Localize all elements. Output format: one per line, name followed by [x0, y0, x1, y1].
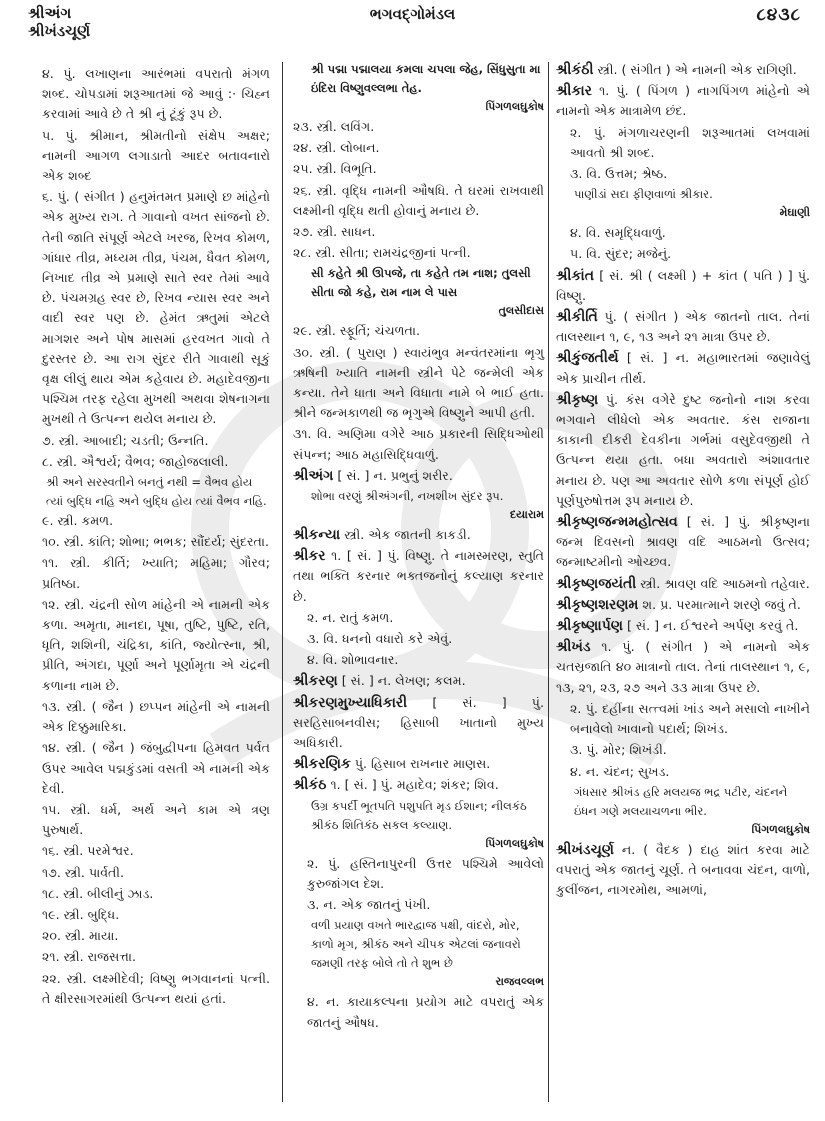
- headword: શ્રીઅંગ: [293, 467, 334, 484]
- definition: સ્ત્રી. ( સંગીત ) એ નામની એક રાગિણી.: [597, 62, 797, 77]
- headword: શ્રીકરણમુખ્યાધિકારી: [293, 694, 408, 711]
- headword: શ્રીકરણિક: [293, 756, 351, 773]
- quotation: શ્રી પદ્મા પદ્માલયા કમલા ચપલા જેહ, સિંધુસુતા મા ઇંદિરા વિષ્ણુવલ્લભા તેહ.: [311, 62, 541, 95]
- sense: ૭. સ્ત્રી. આબાદી; ચડતી; ઉન્નતિ.: [42, 432, 209, 448]
- sense: ૧૦. સ્ત્રી. કાંતિ; શોભા; ભભક; સૌંદર્ય; સુંદરતા.: [42, 534, 269, 550]
- sense: ૩. ન. એક જાતનું પંખી.: [307, 897, 431, 913]
- sense: ૪. વિ. શોભાવનાર.: [307, 652, 399, 668]
- book-title: ભગવદ્ગોમંડલ: [369, 5, 456, 23]
- sense: ૨૫. સ્ત્રી. વિભૂતિ.: [293, 161, 377, 177]
- sense: ૬. પું. ( સંગીત ) હનુમંતમત પ્રમાણે છ માંહેનો એક મુખ્ય રાગ. તે ગાવાનો વખત સાંજનો છે. તેની જાતિ સંપૂર્ણ એટલે ખરજ, રિખવ કોમળ, ગાંધાર તીવ્ર, મધ્યમ તીવ્ર, પંચમ, ધૈવત કોમળ, નિખાદ તીવ્ર એ પ્રમાણે સાતે સ્વર તેમાં આવે છે. પંચમગ્રહ સ્વર છે, રિખવ ન્યાસ સ્વર અને વાદી સ્વર પણ છે. હેમંત ઋતુમાં એટલે માગશર અને પોષ માસમાં હરવખત ગાવો તે દુરસ્તર છે. આ રાગ સુંદર રીતે ગાવાથી સૂકું વૃક્ષ લીલું થાય એમ કહેવાય છે. મહાદેવજીના પશ્ચિમ તરફ રહેલા મુખથી અથવા શેષનાગના મુખથી તે ઉત્પન્ન થયેલ મનાય છે.: [42, 189, 270, 427]
- sense: ૪. પું. લખાણના આરંભમાં વપરાતો મંગળ શબ્દ. ચોપડામાં શરૂઆતમાં જે આવું :· ચિહ્ન કરવામાં આવે છે તે શ્રી નું ટૂંકું રૂપ છે.: [42, 66, 270, 122]
- dictionary-entry: [556, 60, 810, 80]
- headword: શ્રીખંડચૂર્ણ: [556, 841, 615, 858]
- guide-word-first: શ્રીઅંગ: [28, 4, 72, 22]
- sense: ૨૭. સ્ત્રી. સાધન.: [293, 224, 376, 240]
- dictionary-entry: [293, 466, 544, 486]
- dictionary-entry: [556, 307, 810, 347]
- sense: ૩૦. સ્ત્રી. ( પુરાણ ) સ્વાયંભુવ મન્વંતરમાંના ભૃગુ ઋષિની ખ્યાતિ નામની સ્ત્રીને પેટે જન્મેલી એક કન્યા. તેને ધાતા અને વિધાતા નામે બે ભાઈ હતા. શ્રીને જન્મકાળથી જ ભૃગુએ વિષ્ણુને આપી હતી.: [293, 344, 544, 421]
- page-header: [0, 0, 825, 42]
- headword: શ્રીકૃષ્ણાર્પણ: [556, 618, 623, 635]
- definition: શ. પ્ર. પરમાત્માને શરણે જવું તે.: [642, 596, 801, 612]
- headword: શ્રીકૃષ્ણજન્મમહોત્સવ: [556, 514, 678, 531]
- quotation-source: મેઘાણી: [779, 206, 810, 220]
- sense: ૩. વિ. ધનનો વધારો કરે એવું.: [307, 631, 453, 647]
- dictionary-entry: [293, 693, 544, 754]
- dictionary-entry: [556, 81, 810, 121]
- sense: ૨. પું. દહીંના સત્ત્વમાં ખાંડ અને મસાલો નાખીને બનાવેલો ખાવાનો પદાર્થ; શિખંડ.: [570, 700, 810, 737]
- sense: ૧૬. સ્ત્રી. પરમેશ્વર.: [42, 843, 134, 859]
- dictionary-entry: [556, 266, 810, 306]
- sense: ૨૬. સ્ત્રી. વૃદ્ધિ નામની ઔષધિ. તે ઘરમાં રાખવાથી લક્ષ્મીની વૃદ્ધિ થતી હોવાનું મનાય છે.: [293, 182, 544, 218]
- quotation-source: પિંગળલઘુકોષ: [485, 836, 544, 850]
- quotation: વળી પ્રયાણ વખતે ભારદ્વાજ પક્ષી, વાંદરો, મોર, કાળો મૃગ, શ્રીકંઠ અને ચીપક એટલાં જનાવરો જમણી તરફ બોલે તો તે શુભ છે: [311, 918, 521, 971]
- sense: ૧૪. સ્ત્રી. ( જૈન ) જંબુદ્વીપના હિમવત પર્વત ઉપર આવેલ પદ્મકુંડમાં વસતી એ નામની એક દેવી.: [42, 740, 270, 796]
- definition: ૧. [ સં. ] પું. મહાદેવ; શંકર; શિવ.: [330, 777, 499, 793]
- sense: ૪. ન. ચંદન; સુખડ.: [570, 763, 670, 779]
- sense: ૨. પું. હસ્તિનાપુરની ઉત્તર પશ્ચિમે આવેલો કુરુજાંગલ દેશ.: [307, 855, 544, 891]
- quotation: શ્રી અને સરસ્વતીને બનતું નથી = વૈભવ હોય ત્યાં બુદ્ધિ નહિ અને બુદ્ધિ હોય ત્યાં વૈભવ નહિ.: [46, 475, 267, 509]
- sense: ૨૧. સ્ત્રી. રાજસત્તા.: [42, 949, 137, 965]
- headword: શ્રીકંઠી: [556, 62, 594, 78]
- sense: ૩. પું. મોર; શિખંડી.: [570, 742, 667, 758]
- definition: [ સં. ] પું. સરહિસાબનવીસ; હિસાબી ખાતાનો મુખ્ય અધિકારી.: [293, 694, 544, 751]
- sense: ૧૫. સ્ત્રી. ધર્મ, અર્થ અને કામ એ ત્રણ પુરુષાર્થ.: [42, 801, 270, 838]
- sense: ૨. પું. મંગળાચરણની શરૂઆતમાં લખવામાં આવતો શ્રી શબ્દ.: [570, 124, 810, 160]
- sense: ૪. ન. કાયાકલ્પના પ્રયોગ માટે વપરાતું એક જાતનું ઔષધ.: [307, 994, 544, 1030]
- sense: ૨. ન. રાતું કમળ.: [307, 609, 394, 625]
- sense: ૧૭. સ્ત્રી. પાર્વતી.: [42, 864, 125, 880]
- definition: સ્ત્રી. શ્રાવણ વદિ આઠમનો તહેવાર.: [640, 575, 810, 591]
- page-number: ૮૪૩૮: [756, 5, 801, 25]
- headword: શ્રીકંઠ: [293, 777, 327, 794]
- dictionary-entry: [293, 546, 544, 607]
- quotation-source: રાજવલ્લભ: [495, 975, 544, 989]
- right-column: [556, 60, 810, 901]
- sense: ૮. સ્ત્રી. ઐશ્વર્ય; વૈભવ; જાહોજલાલી.: [42, 453, 229, 469]
- headword: શ્રીકાંત: [556, 267, 595, 284]
- sense: ૫. વિ. સુંદર; મજેનું.: [570, 246, 672, 262]
- sense: ૯. સ્ત્રી. કમળ.: [42, 513, 114, 529]
- sense: ૨૦. સ્ત્રી. માયા.: [42, 928, 119, 944]
- definition: [ સં. ] ન. ઈશ્વરને અર્પણ કરવું તે.: [627, 618, 799, 634]
- definition: [ સં. ] ન. મહાભારતમાં જણાવેલું એક પ્રાચીન તીર્થ.: [556, 350, 810, 386]
- quotation: ઉગ્ર કપર્દી ભૂતપતિ પશુપતિ મૃડ ઈશાન; નીલકંઠ શ્રીકંઠ શિતિકંઠ સકલ કલ્યાણ.: [311, 798, 527, 832]
- headword: શ્રીકરણ: [293, 673, 338, 690]
- definition: [ સં. શ્રી ( લક્ષ્મી ) + કાંત ( પતિ ) ] પું. વિષ્ણુ.: [556, 267, 810, 303]
- headword: શ્રીખંડ: [556, 639, 591, 656]
- definition: પું. હિસાબ રાખનાર માણસ.: [354, 756, 491, 772]
- headword: શ્રીકૃષ્ણશરણમ: [556, 596, 639, 613]
- sense: ૨૨. સ્ત્રી. લક્ષ્મીદેવી; વિષ્ણુ ભગવાનનાં પત્ની. તે ક્ષીરસાગરમાંથી ઉત્પન્ન થયાં હતાં.: [42, 970, 270, 1006]
- dictionary-entry: [556, 390, 810, 511]
- dictionary-entry: [556, 574, 810, 594]
- sense: ૪. વિ. સમૃદ્ધિવાળું.: [570, 225, 666, 241]
- headword: શ્રીકર: [293, 548, 326, 565]
- headword: શ્રીકુંજતીર્થ: [556, 350, 619, 367]
- headword: શ્રીકૃષ્ણજયંતી: [556, 575, 637, 592]
- definition: ન. ( વૈદક ) દાહ શાંત કરવા માટે વપરાતું એક જાતનું ચૂર્ણ. તે બનાવવા ચંદન, વાળો, કુલીંજન, નાગરમોથ, આમળાં,: [556, 841, 810, 898]
- dictionary-entry: [556, 616, 810, 636]
- quotation: સી કહેતે શ્રી ઊપજે, તા કહેતે તમ નાશ; તુલસી સીતા જો કહે, રામ નામ લે પાસ: [311, 266, 531, 300]
- sense: ૧૧. સ્ત્રી. કીર્તિ; ખ્યાતિ; મહિમા; ગૌરવ; પ્રતિષ્ઠા.: [42, 555, 270, 591]
- headword: શ્રીકૃષ્ણ: [556, 391, 599, 408]
- definition: ૧. [ સં. ] પું. વિષ્ણુ. તે નામસ્મરણ, સ્તુતિ તથા ભક્તિ કરનાર ભક્તજનોનું કલ્યાણ કરનાર છે.: [293, 548, 544, 604]
- sense: ૧૯. સ્ત્રી. બુદ્ધિ.: [42, 906, 120, 922]
- dictionary-entry: [293, 754, 544, 774]
- headword: શ્રીકન્યા: [293, 527, 341, 544]
- quotation-source: દયારામ: [509, 508, 544, 522]
- quotation-source: પિંગળલઘુકોષ: [751, 822, 810, 836]
- dictionary-entry: [556, 512, 810, 573]
- quotation-source: પિંગળલઘુકોષ: [485, 100, 544, 113]
- sense: ૩. વિ. ઉત્તમ; શ્રેષ્ઠ.: [570, 166, 668, 182]
- left-column: [28, 44, 270, 1010]
- sense: ૧૨. સ્ત્રી. ચંદ્રની સોળ માંહેની એ નામની એક કળા. અમૃતા, માનદા, પૂષા, તુષ્ટિ, પુષ્ટિ, રતિ, ધૃતિ, શશિની, ચંદ્રિકા, કાંતિ, જ્યોત્સ્ના, શ્રી, પ્રીતિ, અંગદા, પૂર્ણા અને પૂર્ણામૃતા એ ચંદ્રની કળાના નામ છે.: [42, 596, 270, 693]
- dictionary-entry: [293, 671, 544, 691]
- sense: ૨૮. સ્ત્રી. સીતા; રામચંદ્રજીનાં પત્ની.: [293, 245, 471, 261]
- quotation: પાણીડાં સદા ફીણવાળાં શ્રીકાર.: [574, 187, 713, 202]
- sense: ૨૯. સ્ત્રી. સ્ફૂર્તિ; ચંચળતા.: [293, 323, 420, 339]
- definition: ૧. પું. ( સંગીત ) એ નામનો એક ચતસ્રજાતિ ૪૦ માત્રાનો તાલ. તેનાં તાલસ્થાન ૧, ૯, ૧૩, ૨૧, ૨૩, ૨૭ અને ૩૩ માત્રા ઉપર છે.: [556, 639, 810, 695]
- definition: [ સં. ] ન. પ્રભુનું શરીર.: [337, 467, 453, 483]
- quotation-source: તુલસીદાસ: [498, 304, 544, 318]
- sense: ૩૧. વિ. અણિમા વગેરે આઠ પ્રકારની સિદ્ધિઓથી સંપન્ન; આઠ મહાસિદ્ધિવાળું.: [293, 426, 544, 462]
- dictionary-entry: [556, 595, 810, 615]
- dictionary-entry: [293, 525, 544, 545]
- dictionary-entry: [556, 840, 810, 901]
- definition: પું. ( સંગીત ) એક જાતનો તાલ. તેનાં તાલસ્થાન ૧, ૯, ૧૩ અને ૨૧ માત્રા ઉપર છે.: [556, 309, 810, 345]
- dictionary-entry: [556, 637, 810, 698]
- dictionary-entry: [556, 348, 810, 388]
- definition: [ સં. ] ન. લેખણ; કલમ.: [341, 673, 466, 689]
- quotation: શોભા વરણું શ્રીઅંગની, નખશીખ સુંદર રૂપ.: [311, 489, 504, 504]
- headword: શ્રીકીર્તિ: [556, 309, 598, 326]
- definition: ૧. પું. ( પિંગળ ) નાગપિંગળ માંહેનો એ નામનો એક માત્રામેળ છંદ.: [556, 83, 810, 119]
- sense: ૧૮. સ્ત્રી. બીલીનું ઝાડ.: [42, 885, 154, 901]
- column-divider: [282, 62, 283, 1102]
- middle-column: [293, 60, 544, 1034]
- column-divider: [548, 62, 549, 1102]
- dictionary-entry: [293, 775, 544, 795]
- sense: ૨૩. સ્ત્રી. લવિંગ.: [293, 119, 375, 134]
- guide-word-last: શ્રીખંડચૂર્ણ: [28, 22, 91, 40]
- headword: શ્રીકાર: [556, 83, 592, 100]
- definition: સ્ત્રી. એક જાતની કાકડી.: [344, 527, 471, 543]
- sense: ૫. પું. શ્રીમાન, શ્રીમતીનો સંક્ષેપ અક્ષર; નામની આગળ લગાડાતો આદર બતાવનારો એક શબ્દ: [42, 127, 270, 184]
- quotation: ગંધસાર શ્રીખંડ હરિ મલયજ ભદ્ર પટીર, ચંદનને ઇંધન ગણે મલયાચળના ભીર.: [574, 784, 788, 818]
- definition: પું. કંસ વગેરે દુષ્ટ જનોનો નાશ કરવા ભગવાને લીધેલો એક અવતાર. કંસ રાજાના કાકાની દીકરી દેવકીના ગર્ભમાં વસુદેવજીથી તે ઉત્પન્ન થયા હતા. બધા અવતારો અંશાવતાર મનાય છે. પણ આ અવતાર સોળે કળા સંપૂર્ણ હોઈ પૂર્ણપુરુષોત્તમ રૂપ મનાય છે.: [556, 391, 810, 508]
- definition: [ સં. ] પું. શ્રીકૃષ્ણના જન્મ દિવસનો શ્રાવણ વદિ આઠમનો ઉત્સવ; જન્માષ્ટમીનો ઓચ્છવ.: [556, 514, 810, 570]
- sense: ૧૩. સ્ત્રી. ( જૈન ) છપ્પન માંહેની એ નામની એક દિક્કુમારિકા.: [42, 698, 270, 735]
- sense: ૨૪. સ્ત્રી. લોબાન.: [293, 140, 380, 156]
